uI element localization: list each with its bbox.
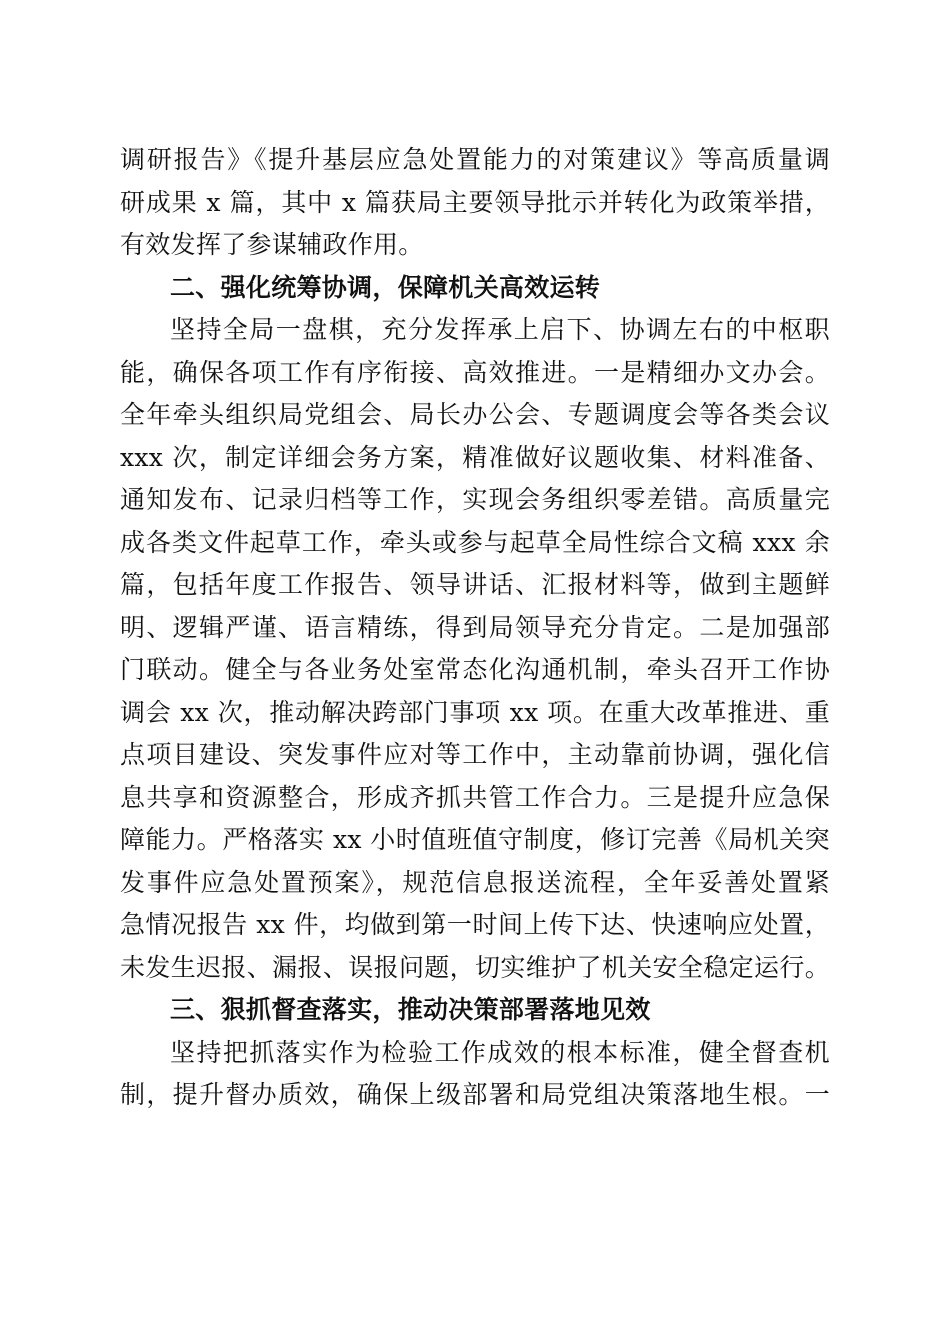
paragraph-line: 坚持全局一盘棋，充分发挥承上启下、协调左右的中枢职: [170, 315, 830, 344]
paragraph-line: 调会 xx 次，推动解决跨部门事项 xx 项。在重大改革推进、重: [120, 697, 830, 727]
document-page: [120, 139, 830, 1117]
paragraph-line: 能，确保各项工作有序衔接、高效推进。一是精细办文办会。: [120, 357, 830, 387]
paragraph-line: 息共享和资源整合，形成齐抓共管工作合力。三是提升应急保: [120, 782, 830, 812]
paragraph-line: 门联动。健全与各业务处室常态化沟通机制，牵头召开工作协: [120, 655, 830, 684]
paragraph-line: 明、逻辑严谨、语言精练，得到局领导充分肯定。二是加强部: [120, 612, 830, 642]
paragraph-line: 有效发挥了参谋辅政作用。: [120, 230, 424, 259]
paragraph-line: 调研报告》《提升基层应急处置能力的对策建议》等高质量调: [120, 145, 830, 174]
paragraph-line: 篇，包括年度工作报告、领导讲话、汇报材料等，做到主题鲜: [120, 570, 830, 599]
paragraph-line: 成各类文件起草工作，牵头或参与起草全局性综合文稿 xxx 余: [120, 527, 830, 557]
paragraph-line: 全年牵头组织局党组会、局长办公会、专题调度会等各类会议: [120, 400, 830, 429]
paragraph-line: 障能力。严格落实 xx 小时值班值守制度，修订完善《局机关突: [120, 825, 830, 854]
paragraph-line: 研成果 x 篇，其中 x 篇获局主要领导批示并转化为政策举措，: [120, 187, 830, 217]
paragraph-line: 发事件应急处置预案》，规范信息报送流程，全年妥善处置紧: [120, 867, 830, 897]
section-heading: 二、强化统筹协调，保障机关高效运转: [170, 272, 601, 302]
paragraph-line: 急情况报告 xx 件，均做到第一时间上传下达、快速响应处置，: [120, 910, 831, 939]
paragraph-line: 未发生迟报、漏报、误报问题，切实维护了机关安全稳定运行。: [120, 952, 830, 982]
section-heading: 三、狠抓督查落实，推动决策部署落地见效: [170, 995, 651, 1024]
paragraph-line: 制，提升督办质效，确保上级部署和局党组决策落地生根。一: [120, 1080, 830, 1109]
paragraph-line: 点项目建设、突发事件应对等工作中，主动靠前协调，强化信: [120, 740, 830, 769]
paragraph-line: xxx 次，制定详细会务方案，精准做好议题收集、材料准备、: [120, 442, 830, 472]
paragraph-line: 坚持把抓落实作为检验工作成效的根本标准，健全督查机: [170, 1037, 830, 1067]
paragraph-line: 通知发布、记录归档等工作，实现会务组织零差错。高质量完: [120, 485, 830, 514]
